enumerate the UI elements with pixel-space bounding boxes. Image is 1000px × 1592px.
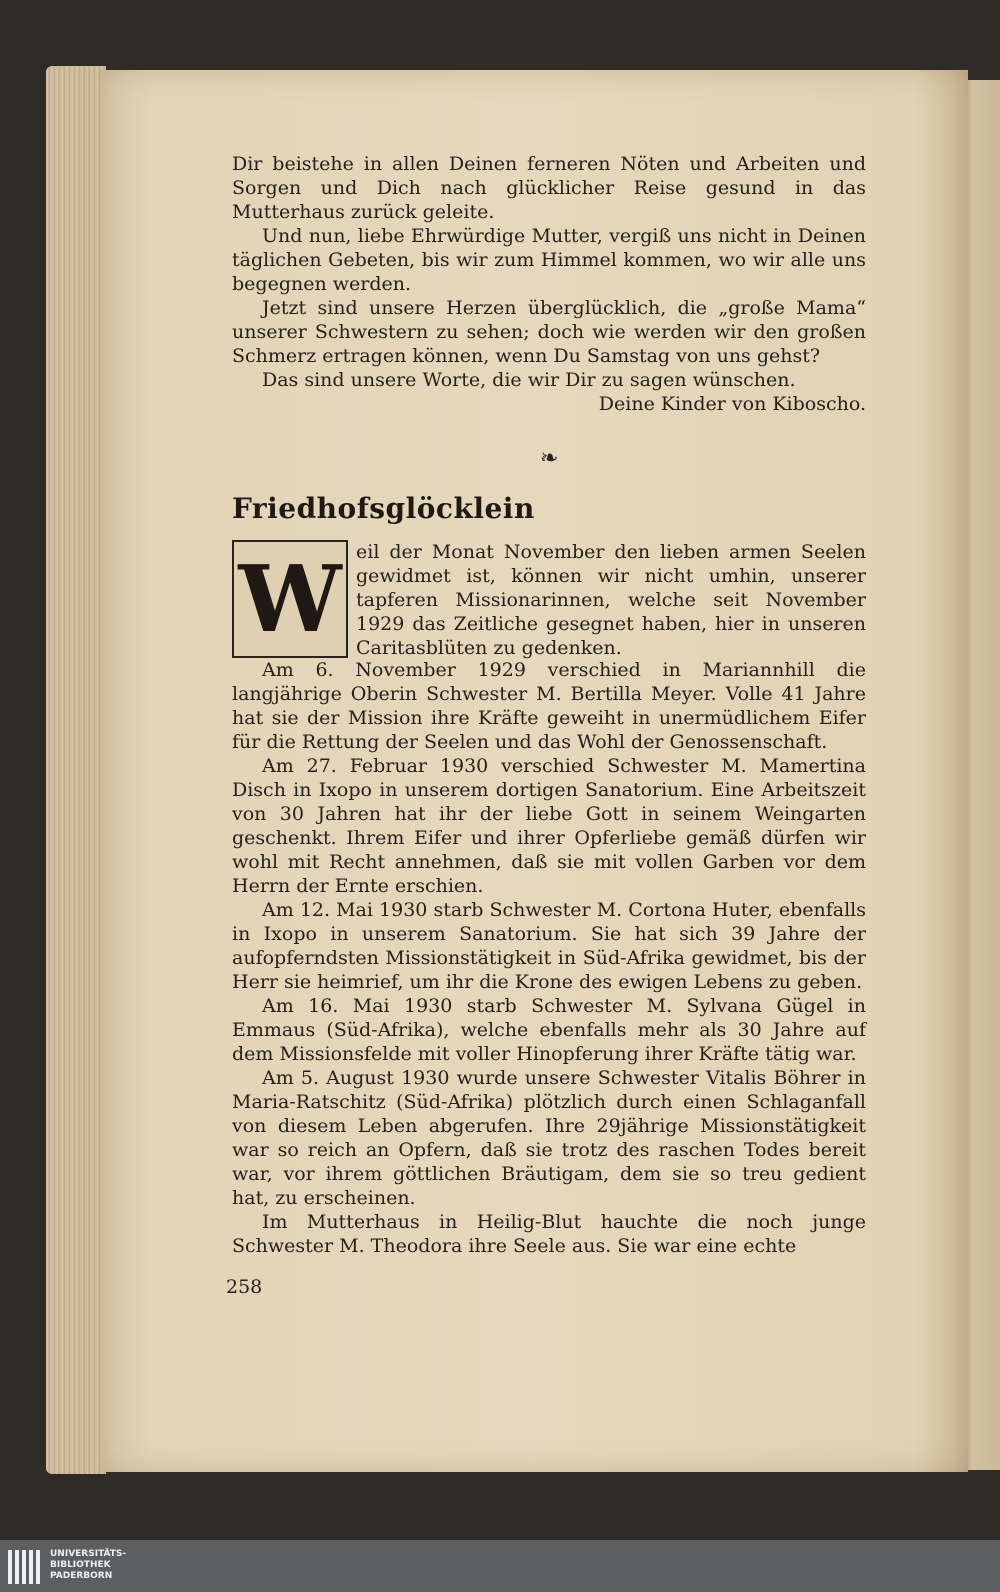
obituary-paragraph: Am 5. August 1930 wurde unsere Schwester Vitalis Böhrer in Maria-Ratschitz (Süd-Afrika) plötzlich durch einen Schlaganfall von diesem Leben abgerufen. Ihre 29jährige Missionstätigkeit war so reich an Opfern, daß sie trotz des raschen Todes bereit war, vor ihrem göttlichen Bräutigam, dem sie so treu gedient hat, zu erscheinen.	[232, 1067, 866, 1209]
letter-paragraph: Dir beistehe in allen Deinen ferneren Nöten und Arbeiten und Sorgen und Dich nach glücklicher Reise gesund in das Mutterhaus zurück geleite.	[232, 153, 866, 223]
intro-paragraph	[356, 540, 866, 660]
decorated-initial	[232, 540, 348, 658]
letter-paragraph: Das sind unsere Worte, die wir Dir zu sagen wünschen.	[262, 369, 796, 391]
obituary-paragraph: Am 6. November 1929 verschied in Mariannhill die langjährige Oberin Schwester M. Bertilla Meyer. Volle 41 Jahre hat sie der Mission ihre Kräfte geweiht in unermüdlichem Eifer für die Rettung der Seelen und das Wohl der Genossenschaft.	[232, 659, 866, 753]
obituary-paragraph: Im Mutterhaus in Heilig-Blut hauchte die noch junge Schwester M. Theodora ihre Seele aus. Sie war eine echte	[232, 1211, 866, 1257]
letter-paragraph: Jetzt sind unsere Herzen überglücklich, die „große Mama“ unserer Schwestern zu sehen; doch wie werden wir den großen Schmerz ertragen können, wenn Du Samstag von uns gehst?	[232, 297, 866, 367]
letter-signature: Deine Kinder von Kiboscho.	[598, 393, 866, 415]
letter-ending	[232, 152, 866, 416]
library-logo-text	[50, 1549, 126, 1582]
ornament-icon: ❧	[540, 446, 559, 471]
logo-line: UNIVERSITÄTS-	[50, 1548, 127, 1559]
book-page-edges	[46, 66, 106, 1474]
letter-paragraph: Und nun, liebe Ehrwürdige Mutter, vergiß uns nicht in Deinen täglichen Gebeten, bis wir zum Himmel kommen, wo wir alle uns begegnen werden.	[232, 225, 866, 295]
obituary-list	[232, 658, 866, 1258]
obituary-paragraph: Am 12. Mai 1930 starb Schwester M. Cortona Huter, ebenfalls in Ixopo in unserem Sanatorium. Sie hat sich 39 Jahre der aufopferndsten Missionstätigkeit in Süd-Afrika gewidmet, bis der Herr sie heimrief, um ihr die Krone des ewigen Lebens zu geben.	[232, 899, 866, 993]
page-number: 258	[226, 1276, 263, 1298]
library-footer-bar	[0, 1540, 1000, 1592]
obituary-paragraph: Am 27. Februar 1930 verschied Schwester M. Mamertina Disch in Ixopo in unserem dortigen Sanatorium. Eine Arbeitszeit von 30 Jahren hat ihr der liebe Gott in seinem Weingarten geschenkt. Ihrem Eifer und ihrer Opferliebe gemäß dürfen wir wohl mit Recht annehmen, daß sie mit vollen Garben vor dem Herrn der Ernte erschien.	[232, 755, 866, 897]
initial-letter: W	[238, 545, 342, 653]
logo-line: BIBLIOTHEK	[50, 1559, 111, 1570]
library-logo	[8, 1546, 126, 1584]
obituary-paragraph: Am 16. Mai 1930 starb Schwester M. Sylvana Gügel in Emmaus (Süd-Afrika), welche ebenfalls mehr als 30 Jahre auf dem Missionsfelde mit voller Hinopferung ihrer Kräfte tätig war.	[232, 995, 866, 1065]
intro-text: eil der Monat November den lieben armen Seelen gewidmet ist, können wir nicht umhin, unserer tapferen Missionarinnen, welche seit November 1929 das Zeitliche gesegnet haben, hier in unseren Caritasblüten zu gedenken.	[356, 541, 866, 659]
logo-line: PADERBORN	[50, 1570, 113, 1581]
section-heading: Friedhofsglöcklein	[232, 492, 535, 525]
library-logo-icon	[8, 1546, 44, 1584]
